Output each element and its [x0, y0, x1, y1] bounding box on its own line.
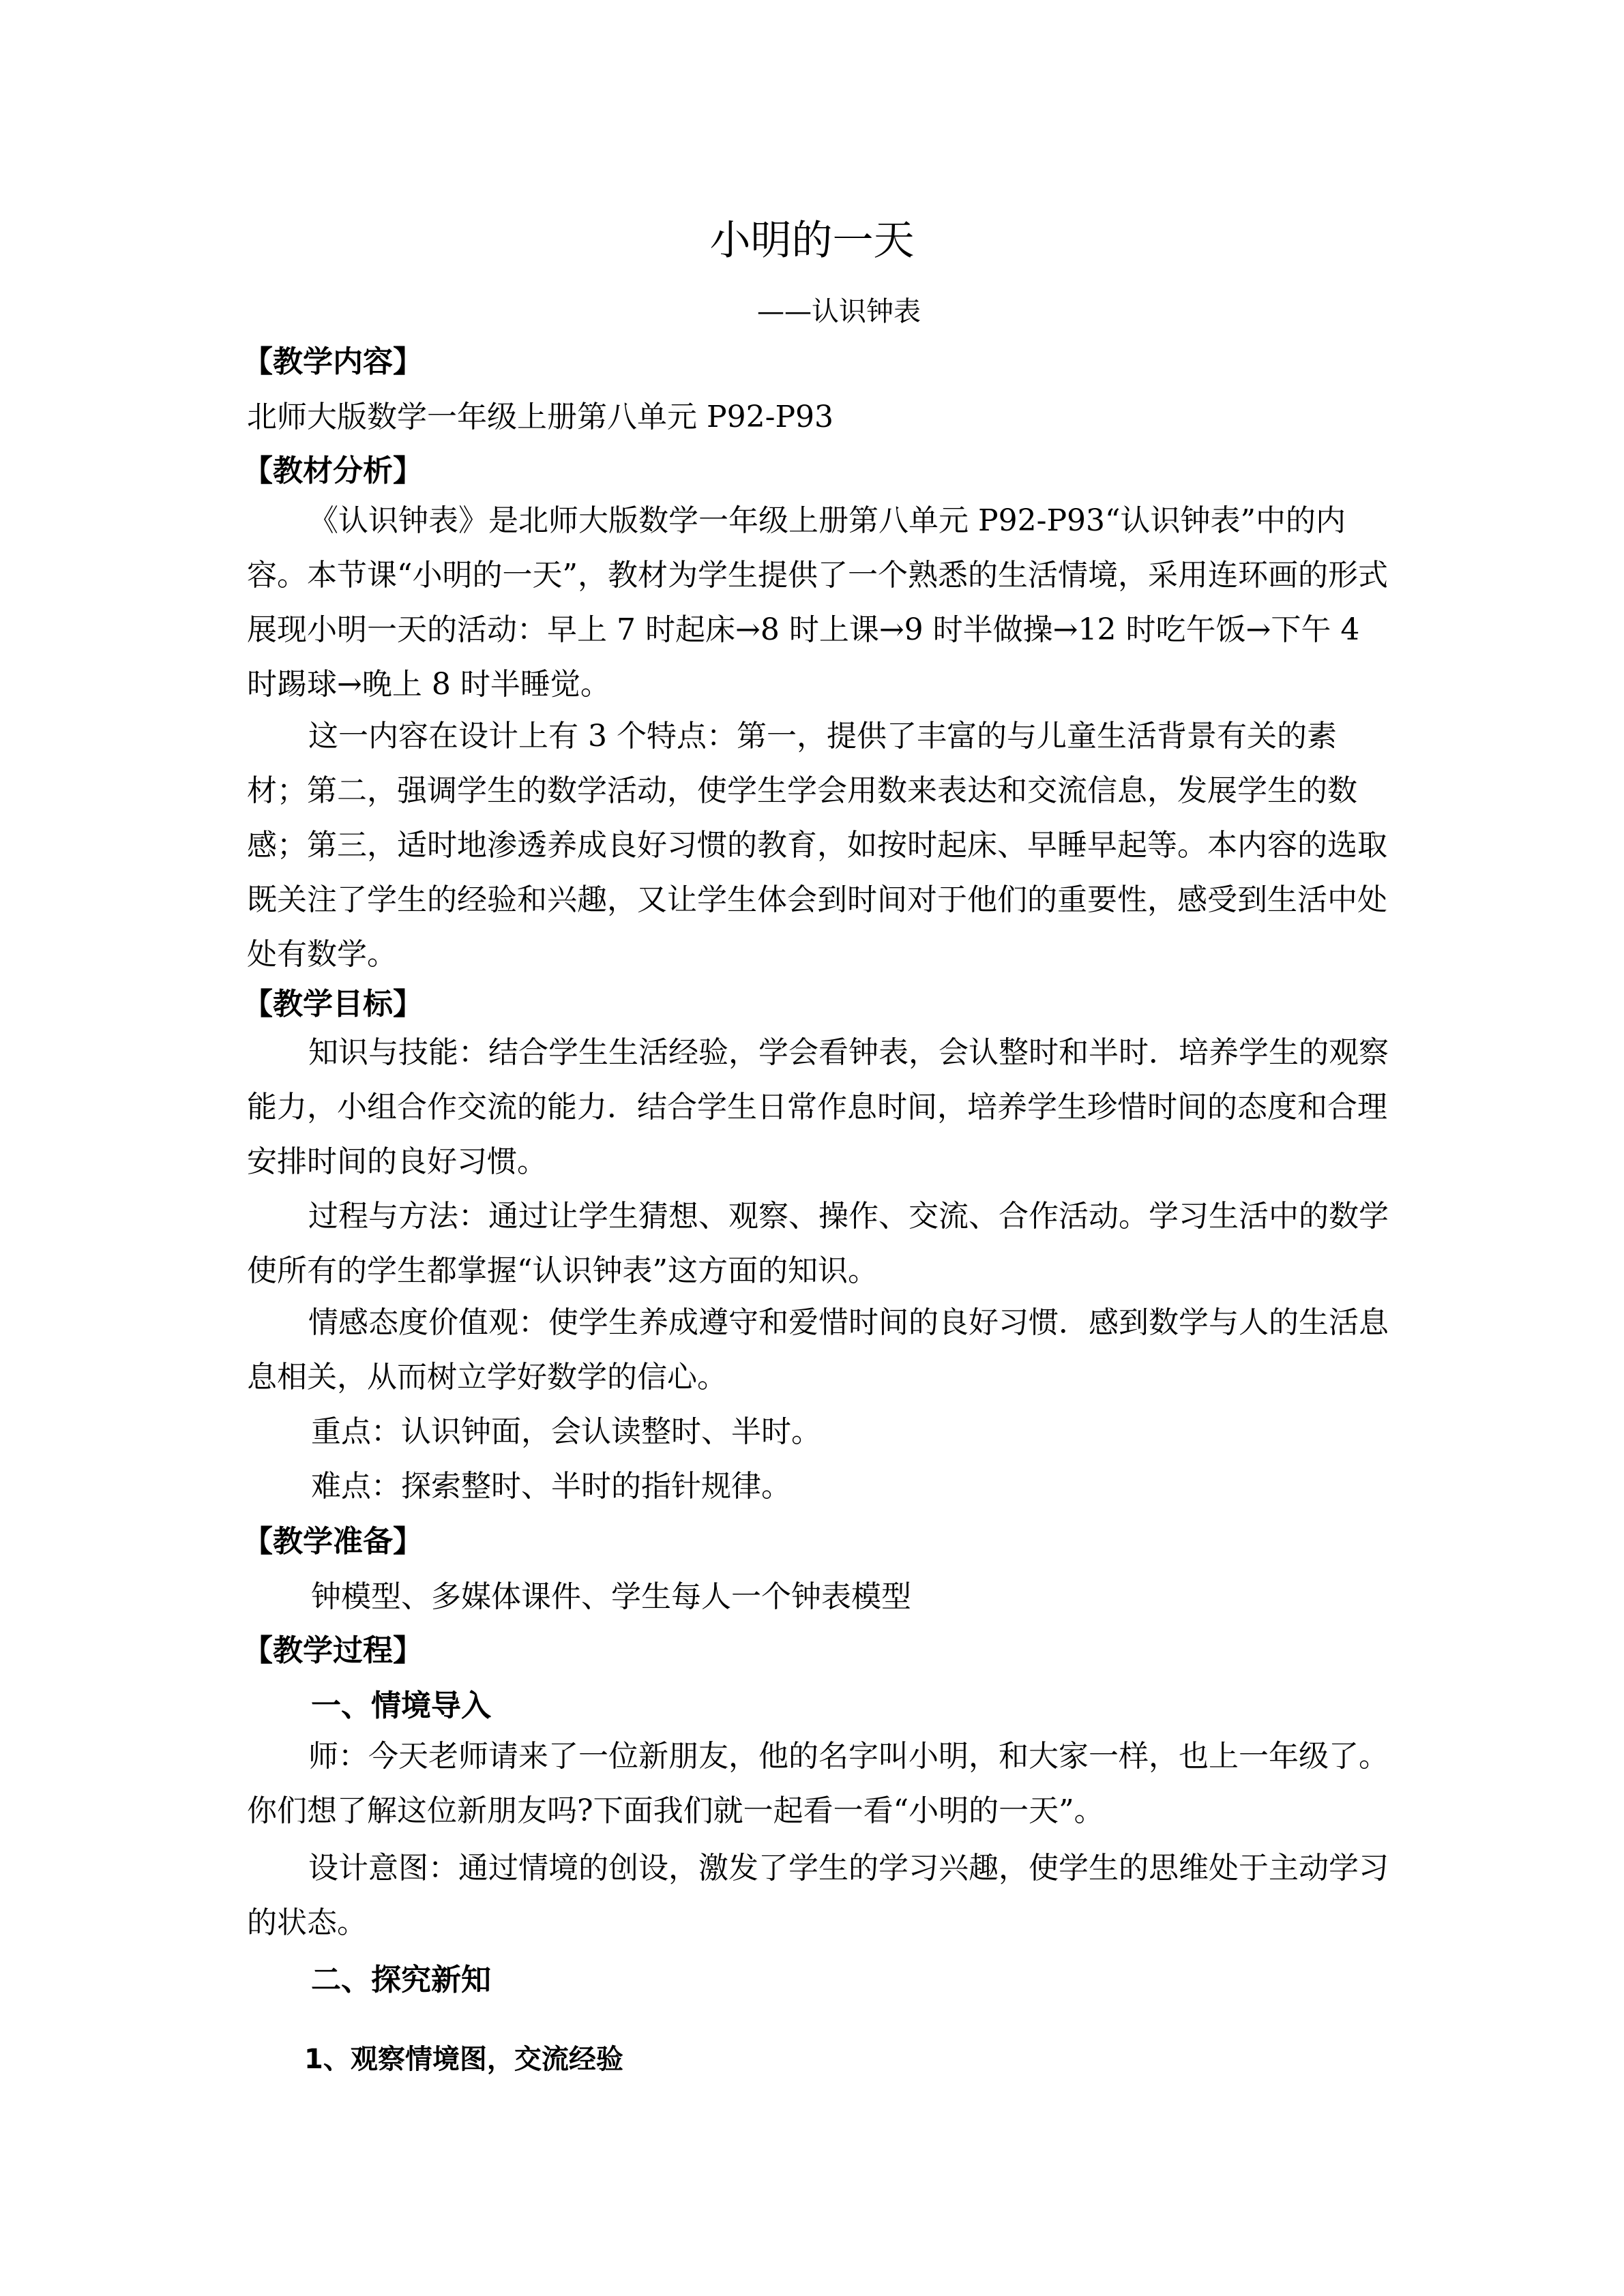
heading-teaching-goals: 【教学目标】: [243, 987, 423, 1022]
goals-process: 过程与方法：通过让学生猜想、观察、操作、交流、合作活动。学习生活中的数学使所有的学生都掌握“认识钟表”这方面的知识。: [247, 1199, 1389, 1288]
page-subtitle: ——认识钟表: [757, 296, 921, 327]
process-part1-paragraph-1: 师：今天老师请来了一位新朋友，他的名字叫小明，和大家一样，也上一年级了。你们想了解这位新朋友吗?下面我们就一起看一看“小明的一天”。: [247, 1739, 1389, 1828]
goals-difficult-point: 难点：探索整时、半时的指针规律。: [311, 1469, 791, 1504]
heading-teaching-process: 【教学过程】: [243, 1633, 423, 1668]
heading-teaching-content: 【教学内容】: [243, 344, 423, 379]
prep-text: 钟模型、多媒体课件、学生每人一个钟表模型: [311, 1579, 911, 1614]
heading-teaching-prep: 【教学准备】: [243, 1524, 423, 1559]
process-part2-subtitle-1: 1、观察情境图，交流经验: [304, 2044, 623, 2075]
page-title: 小明的一天: [709, 217, 915, 265]
analysis-paragraph-2: 这一内容在设计上有 3 个特点：第一，提供了丰富的与儿童生活背景有关的素材；第二，强调学生的数学活动，使学生学会用数来表达和交流信息，发展学生的数感；第三，适时地渗透养成良好习惯的教育，如按时起床、早睡早起等。本内容的选取既关注了学生的经验和兴趣，又让学生体会到时间对于他们的重要性，感受到生活中处处有数学。: [247, 719, 1387, 972]
goals-emotion: 情感态度价值观：使学生养成遵守和爱惜时间的良好习惯．感到数学与人的生活息息相关，从而树立学好数学的信心。: [247, 1305, 1389, 1395]
heading-material-analysis: 【教材分析】: [243, 453, 423, 488]
process-part2-title: 二、探究新知: [311, 1963, 491, 1997]
teaching-content-text: 北师大版数学一年级上册第八单元 P92-P93: [247, 400, 834, 434]
process-part1-paragraph-2: 设计意图：通过情境的创设，激发了学生的学习兴趣，使学生的思维处于主动学习的状态。: [247, 1851, 1389, 1940]
goals-knowledge: 知识与技能：结合学生生活经验，学会看钟表，会认整时和半时．培养学生的观察能力，小组合作交流的能力．结合学生日常作息时间，培养学生珍惜时间的态度和合理安排时间的良好习惯。: [247, 1035, 1389, 1179]
goals-key-point: 重点：认识钟面，会认读整时、半时。: [311, 1414, 821, 1449]
analysis-paragraph-1: 《认识钟表》是北师大版数学一年级上册第八单元 P92-P93“认识钟表”中的内容。本节课“小明的一天”，教材为学生提供了一个熟悉的生活情境，采用连环画的形式展现小明一天的活动：早上 7 时起床→8 时上课→9 时半做操→12 时吃午饭→下午 4 时踢球→晚上 8 时半睡觉。: [247, 503, 1388, 702]
process-part1-title: 一、情境导入: [311, 1688, 491, 1723]
